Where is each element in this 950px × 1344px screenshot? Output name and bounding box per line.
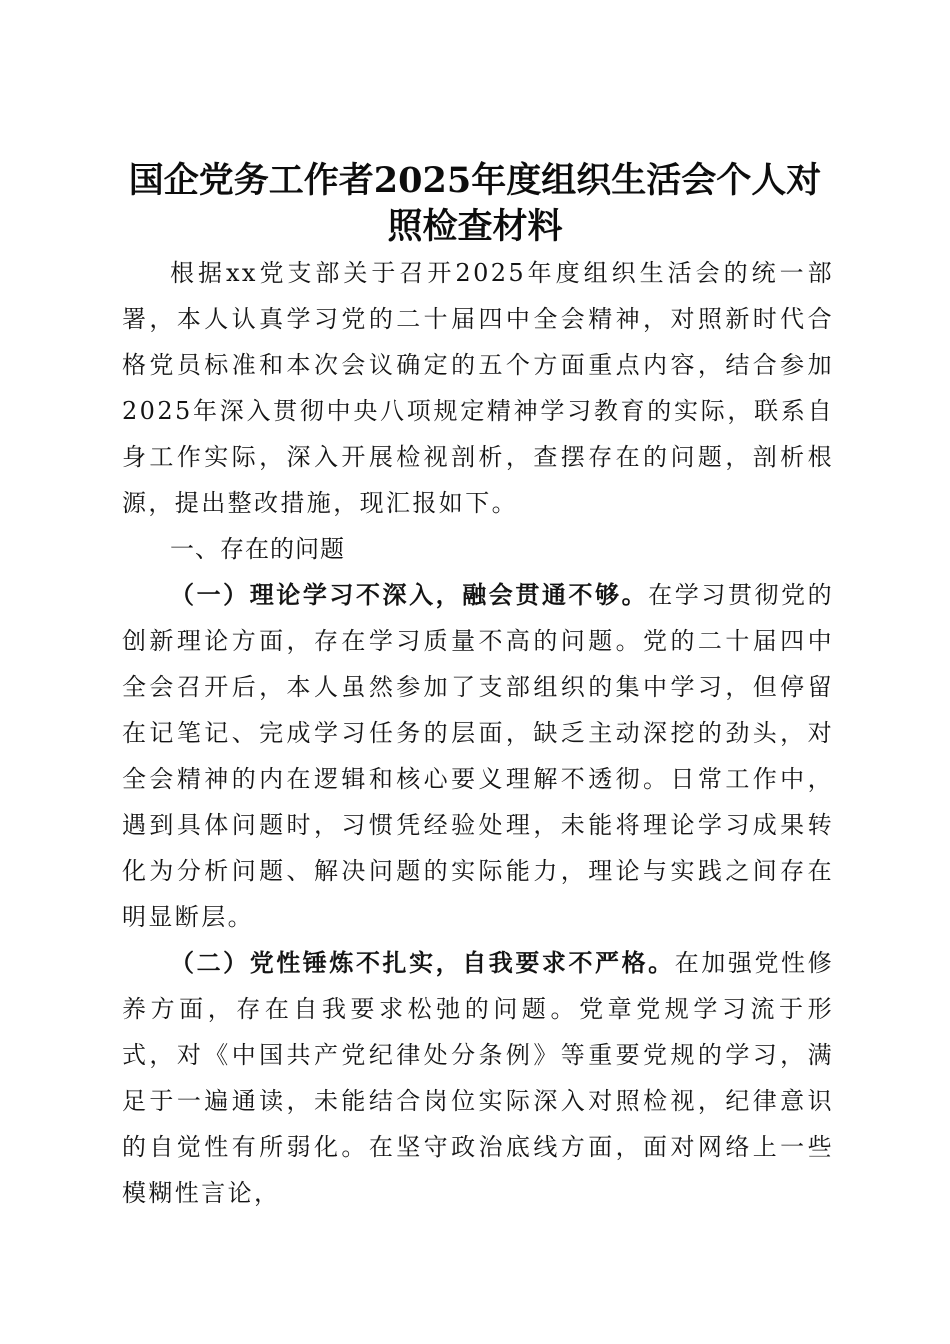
document-title bbox=[100, 158, 850, 250]
document-body bbox=[122, 250, 834, 1216]
document-title-line-1: 国企党务工作者2025年度组织生活会个人对 bbox=[128, 160, 822, 202]
document-title-line-2: 照检查材料 bbox=[387, 206, 563, 248]
item-2-text: 在加强党性修养方面，存在自我要求松弛的问题。党章党规学习流于形式，对《中国共产党纪律处分条例》等重要党规的学习，满足于一遍通读，未能结合岗位实际深入对照检视，纪律意识的自觉性有所弱化。在坚守政治底线方面，面对网络上一些模糊性言论， bbox=[122, 949, 834, 1207]
section-heading-problems: 一、存在的问题 bbox=[170, 535, 345, 563]
item-2-lead: （二）党性锤炼不扎实，自我要求不严格。 bbox=[170, 949, 675, 977]
item-1-text: 在学习贯彻党的创新理论方面，存在学习质量不高的问题。党的二十届四中全会召开后，本人虽然参加了支部组织的集中学习，但停留在记笔记、完成学习任务的层面，缺乏主动深挖的劲头，对全会精神的内在逻辑和核心要义理解不透彻。日常工作中，遇到具体问题时，习惯凭经验处理，未能将理论学习成果转化为分析问题、解决问题的实际能力，理论与实践之间存在明显断层。 bbox=[122, 581, 834, 931]
item-2-paragraph bbox=[122, 940, 834, 1216]
item-1-lead: （一）理论学习不深入，融会贯通不够。 bbox=[170, 581, 649, 609]
intro-paragraph: 根据xx党支部关于召开2025年度组织生活会的统一部署，本人认真学习党的二十届四中全会精神，对照新时代合格党员标准和本次会议确定的五个方面重点内容，结合参加2025年深入贯彻中央八项规定精神学习教育的实际，联系自身工作实际，深入开展检视剖析，查摆存在的问题，剖析根源，提出整改措施，现汇报如下。 bbox=[122, 259, 834, 517]
item-1-paragraph bbox=[122, 572, 834, 940]
